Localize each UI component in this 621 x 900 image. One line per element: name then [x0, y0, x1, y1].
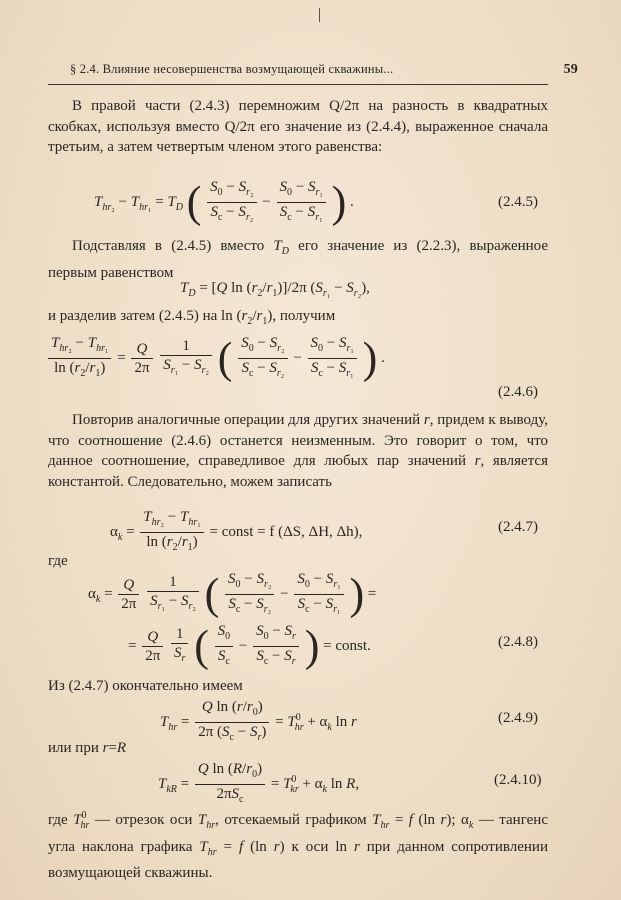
page-number: 59: [563, 62, 578, 77]
page-edge-mark: [319, 8, 320, 22]
equation-number-2-4-6: (2.4.6): [498, 384, 538, 400]
eq247-rhs: = const = f (ΔS, ΔH, Δh),: [209, 523, 363, 540]
paragraph-3: и разделив затем (2.4.5) на $\ln (r_2/r_1)$, получим: [48, 308, 336, 327]
equation-2-4-10: $T_{kR}$ = $\frac{Q \ln (R/r_0)}{2\pi S_c}$ = $T^0_{kr} + \alpha_k$ ln R,: [158, 761, 360, 805]
header-title: § 2.4. Влияние несовершенства возмущающей скважины...: [70, 62, 394, 76]
equation-number-2-4-9: (2.4.9): [498, 710, 538, 726]
equation-2-4-7: $\alpha_k$ = $\frac{T_{hr_2} - T_{hr_1}}{\ln (r_2/r_1)}$ = const = f (ΔS, ΔH, Δh),: [110, 509, 363, 553]
paragraph-4: Повторив аналогичные операции для других значений r, придем к выводу, что соотношение (2.4.6) останется неизменным. Это говорит о том, что данное соотношение, справедливое для любых пар значений r, является константой. Следовательно, можем записать: [48, 412, 548, 490]
paragraph-1: В правой части (2.4.3) перемножим Q/2π на разность в квадратных скобках, используя вместо Q/2π его значение из (2.4.4), выраженное сначала третьим, а затем четвертым членом этого равенства:: [48, 98, 548, 156]
equation-2-4-8-line2: = $\frac{Q}{2\pi}$ $\frac{1}{S_r}$ ( $\frac{S_0}{S_c}$ − $\frac{S_0 - S_r}{S_c - S_r}$ ) = const.: [128, 621, 371, 671]
where-label: где: [48, 553, 68, 569]
equation-2-4-6: $\frac{T_{hr_2} - T_{hr_1}}{\ln (r_2/r_1)}$ = $\frac{Q}{2\pi}$ $\frac{1}{S_{r_1} - S_{r_2}}$ ( $\frac{S_0 - S_{r_2}}{S_c - S_{r_2}}$ − $\frac{S_0 - S_{r_1}}{S_c - S_{r_1}}$ ) .: [46, 334, 385, 383]
equation-2-4-9: $T_{hr}$ = $\frac{Q \ln (r/r_0)}{2\pi (S_c - S_r)}$ = $T^0_{hr} + \alpha_k$ ln r: [160, 699, 357, 743]
eq248-const: = const.: [323, 637, 371, 654]
running-header: [70, 62, 578, 77]
header-rule: [48, 84, 548, 85]
equation-td: $T_D = [Q$ $\ln (r_2/r_1)]/2\pi$ $(S_{r_1} - S_{r_2})$,: [180, 280, 370, 299]
equation-number-2-4-7: (2.4.7): [498, 519, 538, 535]
equation-number-2-4-10: (2.4.10): [494, 772, 542, 788]
equation-2-4-5: $T_{hr_2} - T_{hr_1} = T_D$ ( $\frac{S_0 - S_{r_2}}{S_c - S_{r_2}}$ − $\frac{S_0 - S_{r_1}}{S_c - S_{r_1}}$ ) .: [94, 177, 354, 227]
equation-number-2-4-8: (2.4.8): [498, 634, 538, 650]
paragraph-2: Подставляя в (2.4.5) вместо $T_D$ его значение из (2.2.3), выраженное первым равенством: [48, 238, 548, 281]
paragraph-5: Из (2.4.7) окончательно имеем: [48, 678, 243, 694]
equation-number-2-4-5: (2.4.5): [498, 194, 538, 210]
or-when-line: или при r=R: [48, 740, 127, 756]
equation-2-4-8-line1: $\alpha_k$ = $\frac{Q}{2\pi}$ $\frac{1}{S_{r_1} - S_{r_2}}$ ( $\frac{S_0 - S_{r_2}}{S_c - S_{r_2}}$ − $\frac{S_0 - S_{r_1}}{S_c - S_{r_1}}$ ) =: [88, 569, 377, 619]
paragraph-6: где $T^0_{hr}$ — отрезок оси $T_{hr}$, отсекаемый графиком $T_{hr} = f$ (ln r); $\alpha_k$ — тангенс угла наклона графика $T_{hr} = f$ (ln r) к оси ln r при данном сопротивлении возмущающей скважины.: [48, 810, 548, 882]
